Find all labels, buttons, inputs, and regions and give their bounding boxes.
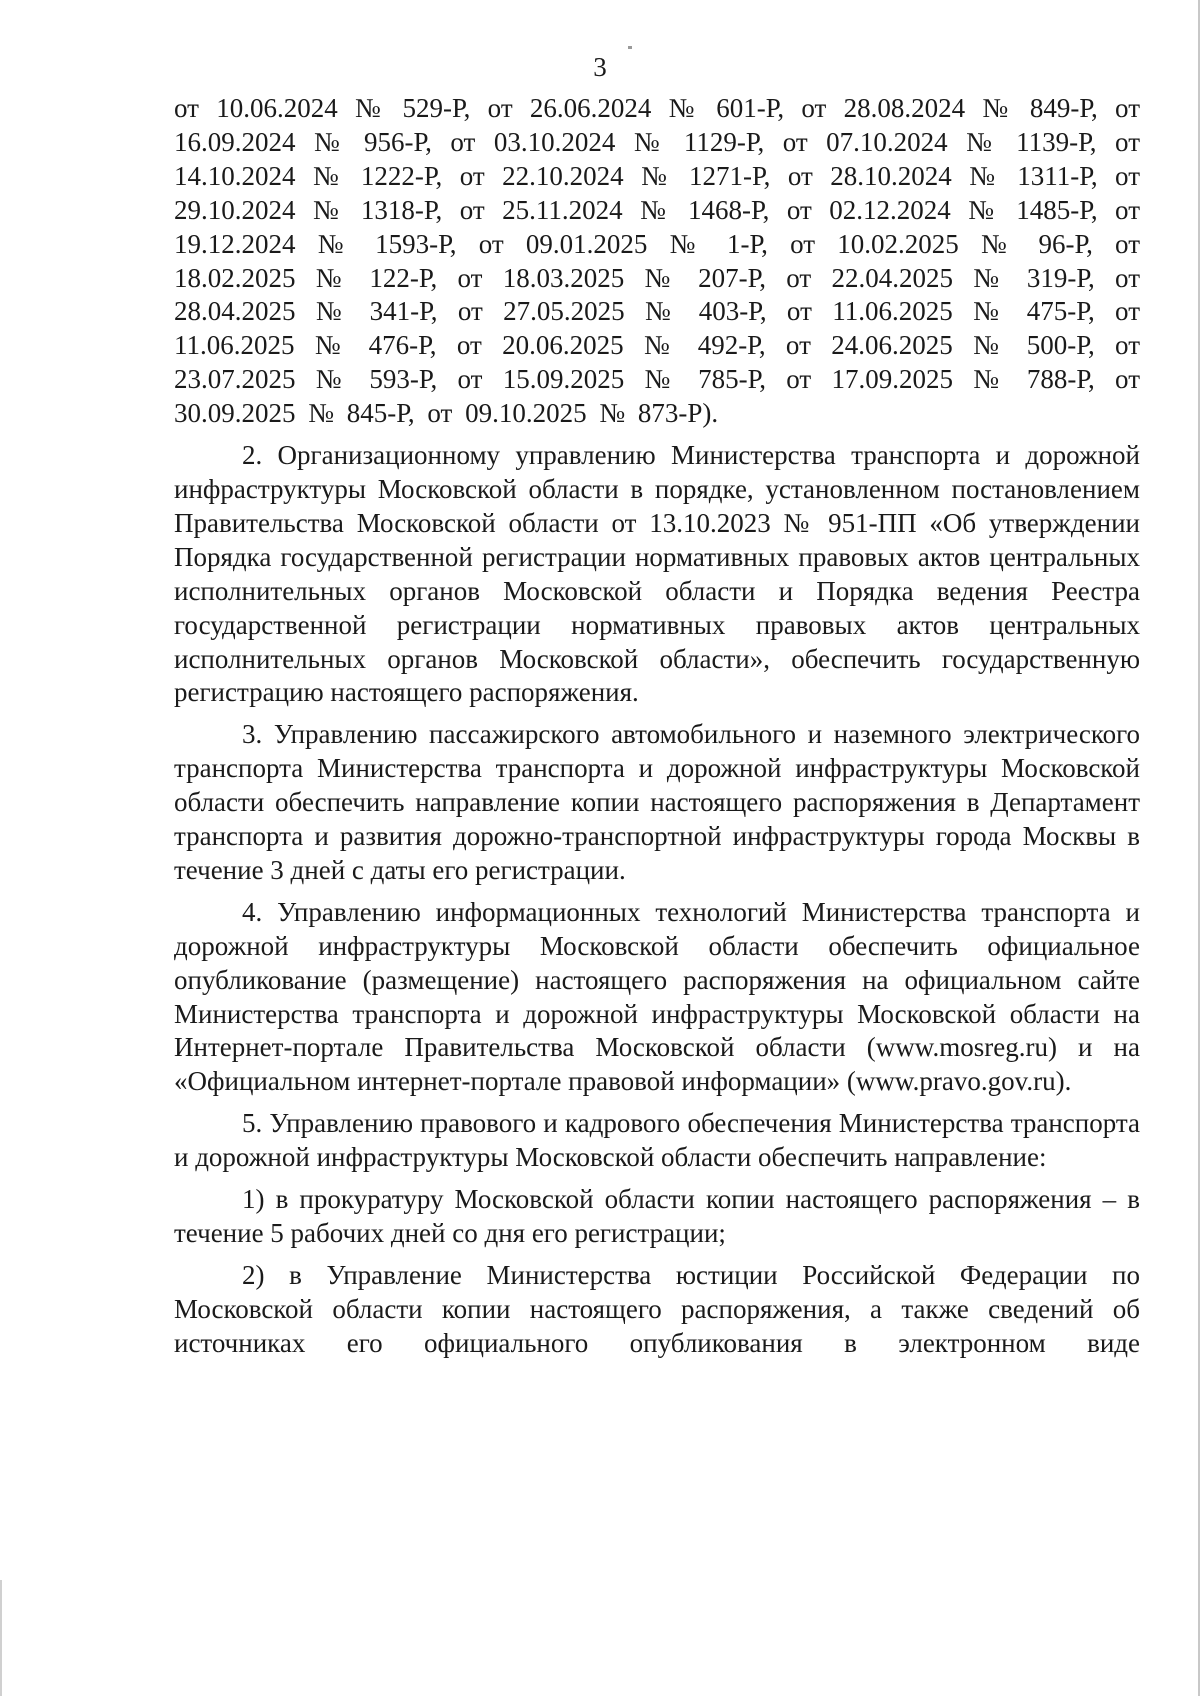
paragraph-item-5-1: 1) в прокуратуру Московской области копии настоящего распоряжения – в течение 5 рабочих дней со дня его регистрации;	[174, 1184, 1140, 1248]
paragraph-decree-list: от 10.06.2024 № 529-Р, от 26.06.2024 № 601-Р, от 28.08.2024 № 849-Р, от 16.09.2024 № 956-Р, от 03.10.2024 № 1129-Р, от 07.10.2024 № 1139-Р, от 14.10.2024 № 1222-Р, от 22.10.2024 № 1271-Р, от 28.10.2024 № 1311-Р, от 29.10.2024 № 1318-Р, от 25.11.2024 № 1468-Р, от 02.12.2024 № 1485-Р, от 19.12.2024 № 1593-Р, от 09.01.2025 № 1-Р, от 10.02.2025 № 96-Р, от 18.02.2025 № 122-Р, от 18.03.2025 № 207-Р, от 22.04.2025 № 319-Р, от 28.04.2025 № 341-Р, от 27.05.2025 № 403-Р, от 11.06.2025 № 475-Р, от 11.06.2025 № 476-Р, от 20.06.2025 № 492-Р, от 24.06.2025 № 500-Р, от 23.07.2025 № 593-Р, от 15.09.2025 № 785-Р, от 17.09.2025 № 788-Р, от 30.09.2025 № 845-Р, от 09.10.2025 № 873-Р).	[174, 93, 1140, 429]
document-body	[174, 92, 1140, 1369]
paragraph-item-3: 3. Управлению пассажирского автомобильного и наземного электрического транспорта Министерства транспорта и дорожной инфраструктуры Московской области обеспечить направление копии настоящего распоряжения в Департамент транспорта и развития дорожно-транспортной инфраструктуры города Москвы в течение 3 дней с даты его регистрации.	[174, 719, 1140, 885]
paragraph-item-4: 4. Управлению информационных технологий Министерства транспорта и дорожной инфраструктуры Московской области обеспечить официальное опубликование (размещение) настоящего распоряжения на официальном сайте Министерства транспорта и дорожной инфраструктуры Московской области на Интернет-портале Правительства Московской области (www.mosreg.ru) и на «Официальном интернет-портале правовой информации» (www.pravo.gov.ru).	[174, 896, 1140, 1097]
scan-mark	[628, 46, 632, 49]
paragraph-item-5: 5. Управлению правового и кадрового обеспечения Министерства транспорта и дорожной инфраструктуры Московской области обеспечить направление:	[174, 1108, 1140, 1173]
page-edge-shadow-left	[0, 1580, 2, 1696]
paragraph-item-2: 2. Организационному управлению Министерства транспорта и дорожной инфраструктуры Московской области в порядке, установленном постановлением Правительства Московской области от 13.10.2023 № 951-ПП «Об утверждении Порядка государственной регистрации нормативных правовых актов центральных исполнительных органов Московской области и Порядка ведения Реестра государственной регистрации нормативных правовых актов центральных исполнительных органов Московской области», обеспечить государственную регистрацию настоящего распоряжения.	[174, 440, 1140, 708]
page-number: 3	[593, 52, 607, 82]
paragraph-item-5-2: 2) в Управление Министерства юстиции Российской Федерации по Московской области копии настоящего распоряжения, а также сведений об источниках его официального опубликования в электронном виде	[174, 1259, 1140, 1358]
